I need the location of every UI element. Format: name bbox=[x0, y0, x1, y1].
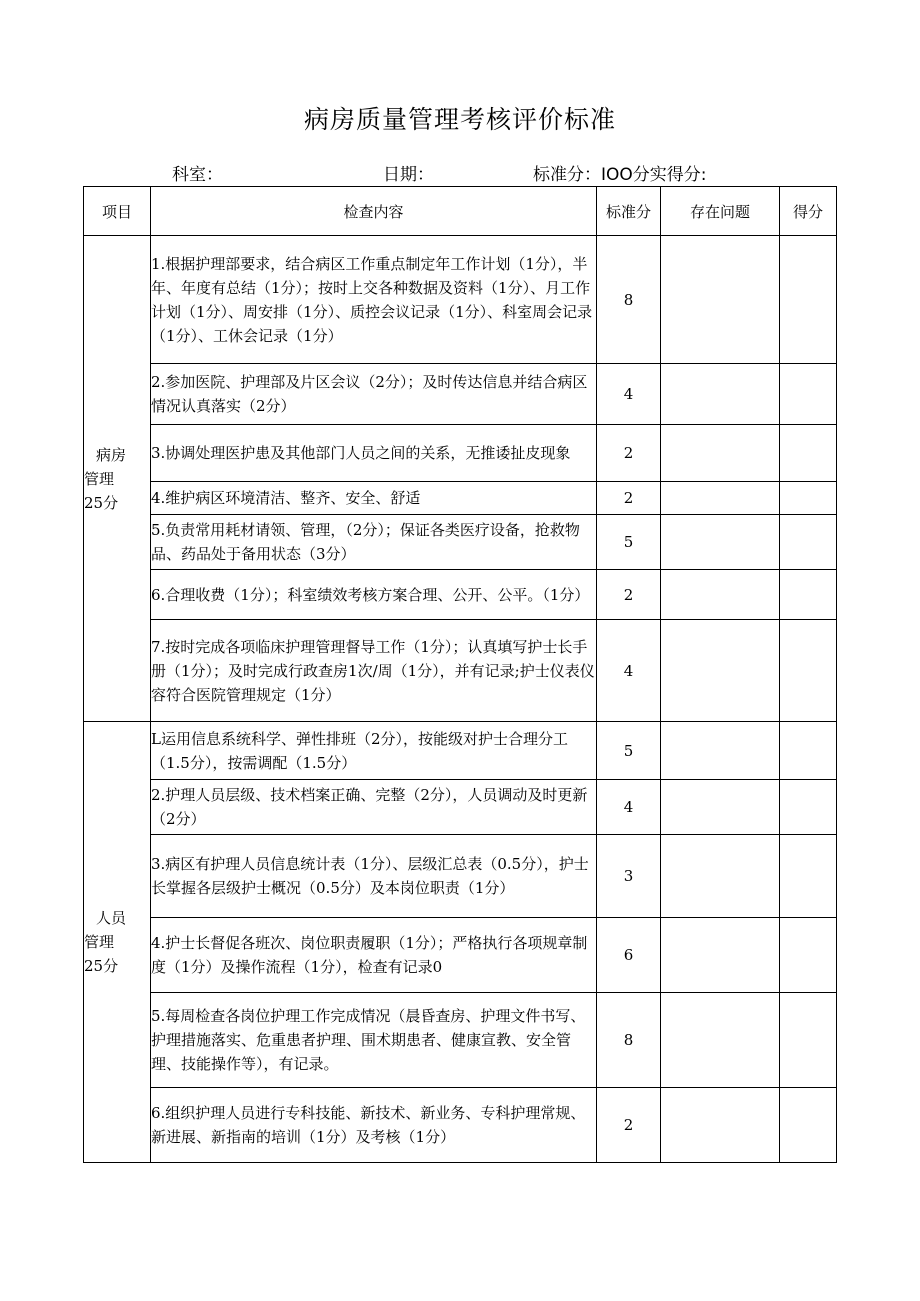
standard-score: 4 bbox=[597, 780, 661, 835]
table-row bbox=[84, 425, 837, 482]
category-personnel-management: 人员 管理 25分 bbox=[84, 722, 151, 1163]
table-row bbox=[84, 482, 837, 515]
standard-score: 8 bbox=[597, 236, 661, 364]
issues-cell[interactable] bbox=[661, 425, 780, 482]
issues-cell[interactable] bbox=[661, 918, 780, 993]
score-cell[interactable] bbox=[780, 570, 837, 620]
score-cell[interactable] bbox=[780, 1088, 837, 1163]
category-ward-management: 病房 管理 25分 bbox=[84, 236, 151, 722]
score-cell[interactable] bbox=[780, 918, 837, 993]
table-row bbox=[84, 918, 837, 993]
standard-score: 2 bbox=[597, 425, 661, 482]
standard-score: 6 bbox=[597, 918, 661, 993]
issues-cell[interactable] bbox=[661, 835, 780, 918]
check-content: 2.参加医院、护理部及片区会议（2分）；及时传达信息并结合病区情况认真落实（2分） bbox=[151, 364, 597, 425]
score-cell[interactable] bbox=[780, 364, 837, 425]
score-cell[interactable] bbox=[780, 722, 837, 780]
evaluation-table bbox=[83, 186, 837, 1163]
department-label: 科室： bbox=[172, 165, 223, 185]
header-standard: 标准分 bbox=[597, 187, 661, 236]
issues-cell[interactable] bbox=[661, 993, 780, 1088]
check-content: 6.合理收费（1分）；科室绩效考核方案合理、公开、公平。（1分） bbox=[151, 570, 597, 620]
issues-cell[interactable] bbox=[661, 722, 780, 780]
check-content: 5.每周检查各岗位护理工作完成情况（晨昏查房、护理文件书写、护理措施落实、危重患者护理、围术期患者、健康宣教、安全管理、技能操作等），有记录。 bbox=[151, 993, 597, 1088]
table-row bbox=[84, 993, 837, 1088]
table-row bbox=[84, 236, 837, 364]
header-item: 项目 bbox=[84, 187, 151, 236]
check-content: 6.组织护理人员进行专科技能、新技术、新业务、专科护理常规、新进展、新指南的培训（1分）及考核（1分） bbox=[151, 1088, 597, 1163]
score-summary-label: 标准分：IOO分实得分: bbox=[533, 165, 707, 185]
check-content: 3.协调处理医护患及其他部门人员之间的关系，无推诿扯皮现象 bbox=[151, 425, 597, 482]
score-cell[interactable] bbox=[780, 835, 837, 918]
check-content: 1.根据护理部要求，结合病区工作重点制定年工作计划（1分），半年、年度有总结（1分）；按时上交各种数据及资料（1分）、月工作计划（1分）、周安排（1分）、质控会议记录（1分）、科室周会记录（1分）、工休会记录（1分） bbox=[151, 236, 597, 364]
issues-cell[interactable] bbox=[661, 515, 780, 570]
standard-score: 4 bbox=[597, 620, 661, 722]
issues-cell[interactable] bbox=[661, 364, 780, 425]
check-content: 4.维护病区环境清洁、整齐、安全、舒适 bbox=[151, 482, 597, 515]
score-cell[interactable] bbox=[780, 780, 837, 835]
issues-cell[interactable] bbox=[661, 482, 780, 515]
issues-cell[interactable] bbox=[661, 1088, 780, 1163]
standard-score: 5 bbox=[597, 722, 661, 780]
score-cell[interactable] bbox=[780, 236, 837, 364]
issues-cell[interactable] bbox=[661, 620, 780, 722]
check-content: 7.按时完成各项临床护理管理督导工作（1分）；认真填写护士长手册（1分）；及时完成行政查房1次/周（1分），并有记录;护士仪表仪容符合医院管理规定（1分） bbox=[151, 620, 597, 722]
table-row bbox=[84, 364, 837, 425]
score-cell[interactable] bbox=[780, 482, 837, 515]
standard-score: 5 bbox=[597, 515, 661, 570]
score-cell[interactable] bbox=[780, 515, 837, 570]
table-row bbox=[84, 620, 837, 722]
standard-score: 8 bbox=[597, 993, 661, 1088]
score-cell[interactable] bbox=[780, 425, 837, 482]
issues-cell[interactable] bbox=[661, 570, 780, 620]
standard-score: 2 bbox=[597, 570, 661, 620]
standard-score: 4 bbox=[597, 364, 661, 425]
table-row bbox=[84, 570, 837, 620]
header-row bbox=[84, 187, 837, 236]
check-content: 5.负责常用耗材请领、管理，（2分）；保证各类医疗设备，抢救物品、药品处于备用状态（3分） bbox=[151, 515, 597, 570]
table-row bbox=[84, 835, 837, 918]
check-content: L运用信息系统科学、弹性排班（2分），按能级对护士合理分工（1.5分），按需调配（1.5分） bbox=[151, 722, 597, 780]
table-row bbox=[84, 780, 837, 835]
table-row bbox=[84, 1088, 837, 1163]
date-label: 日期： bbox=[383, 165, 434, 185]
table-row bbox=[84, 722, 837, 780]
check-content: 2.护理人员层级、技术档案正确、完整（2分），人员调动及时更新（2分） bbox=[151, 780, 597, 835]
score-cell[interactable] bbox=[780, 993, 837, 1088]
issues-cell[interactable] bbox=[661, 236, 780, 364]
standard-score: 2 bbox=[597, 1088, 661, 1163]
check-content: 4.护士长督促各班次、岗位职责履职（1分）；严格执行各项规章制度（1分）及操作流程（1分），检查有记录0 bbox=[151, 918, 597, 993]
page-title: 病房质量管理考核评价标准 bbox=[303, 105, 616, 134]
check-content: 3.病区有护理人员信息统计表（1分）、层级汇总表（0.5分），护士长掌握各层级护士概况（0.5分）及本岗位职责（1分） bbox=[151, 835, 597, 918]
header-content: 检查内容 bbox=[151, 187, 597, 236]
standard-score: 2 bbox=[597, 482, 661, 515]
header-issues: 存在问题 bbox=[661, 187, 780, 236]
score-cell[interactable] bbox=[780, 620, 837, 722]
header-score: 得分 bbox=[780, 187, 837, 236]
standard-score: 3 bbox=[597, 835, 661, 918]
issues-cell[interactable] bbox=[661, 780, 780, 835]
table-row bbox=[84, 515, 837, 570]
